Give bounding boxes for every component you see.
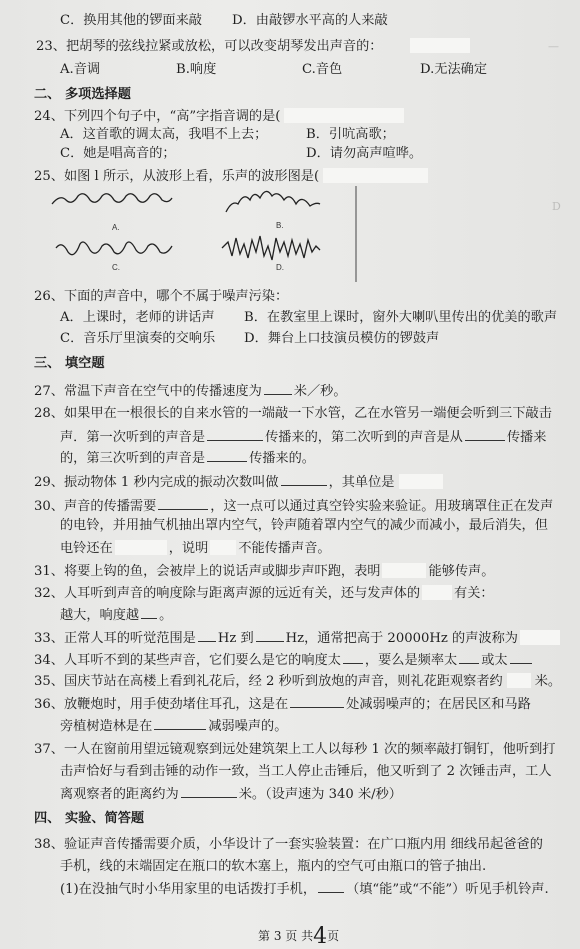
q27: 27、常温下声音在空气中的传播速度为 米／秒。 [34, 384, 347, 399]
q32-line1: 32、人耳听到声音的响度除与距离声源的远近有关，还与发声体的 有关： [34, 586, 494, 601]
q37-line3: 离观察者的距离约为 米。（设声速为 340 米/秒） [60, 787, 402, 802]
q24-option-c: C．她是唱高音的； [60, 146, 176, 161]
q26-option-d: D．舞台上口技演员模仿的锣鼓声 [244, 331, 440, 346]
q26-option-a: A．上课时，老师的讲话声 [60, 310, 215, 325]
q24-option-b: B．引吭高歌； [306, 127, 395, 142]
q36-line1: 36、放鞭炮时，用手使劲堵住耳孔，这是在 处减弱噪声的；在居民区和马路 [34, 697, 531, 712]
q30-line3: 电铃还在 ，说明 不能传播声音。 [60, 541, 331, 556]
footer-suffix: 页 [327, 929, 340, 943]
q33: 33、正常人耳的听觉范围是 Hz 到 Hz，通常把高于 20000Hz 的声波称为 [34, 629, 560, 647]
q29: 29、振动物体 1 秒内完成的振动次数叫做 ，其单位是 [34, 473, 443, 491]
q28-line1: 28、如果甲在一根很长的自来水管的一端敲一下水管，乙在水管另一端便会听到三下敲击 [34, 406, 552, 421]
q23-option-c: C.音色 [302, 62, 343, 77]
q26-option-c: C．音乐厅里演奏的交响乐 [60, 331, 216, 346]
q26-stem: 26、下面的声音中，哪个不属于噪声污染： [34, 289, 289, 304]
footer-text: 第 3 页 共 [258, 929, 314, 943]
waveform-d [222, 236, 320, 260]
q37-line2: 击声恰好与看到击锤的动作一致，当工人停止击锤后，他又听到了 2 次锤击声，工人 [60, 764, 552, 779]
q24-option-a: A．这首歌的调太高，我唱不上去； [60, 127, 268, 142]
waveform-a [52, 194, 172, 204]
q24-stem: 24、下列四个句子中，“高”字指音调的是( [34, 108, 404, 125]
waveform-figure [40, 186, 380, 282]
q26-option-b: B．在教室里上课时，窗外大喇叭里传出的优美的歌声 [244, 310, 558, 325]
q22-option-d: D．由敲锣水平高的人来敲 [232, 13, 388, 28]
q38-line2: 手机，线的末端固定在瓶口的软木塞上，瓶内的空气可由瓶口的管子抽出. [60, 859, 487, 874]
label-d: D. [276, 263, 284, 272]
q31: 31、将要上钩的鱼，会被岸上的说话声或脚步声吓跑，表明 能够传声。 [34, 564, 495, 579]
q37-line1: 37、一人在窗前用望远镜观察到远处建筑架上工人以每秒 1 次的频率敲打铜钉，他听到打 [34, 742, 556, 757]
section-heading-multi-choice: 二、 多项选择题 [34, 87, 131, 102]
q22-option-c: C．换用其他的锣面来敲 [60, 13, 202, 28]
section-heading-fill-blank: 三、 填空题 [34, 356, 105, 371]
q28-line2: 声．第一次听到的声音是 传播来的，第二次听到的声音是从 传播来 [60, 430, 547, 445]
q28-line3: 的，第三次听到的声音是 传播来的。 [60, 451, 315, 466]
bleed-through-mark: D [552, 200, 561, 213]
q30-line2: 的电铃，并用抽气机抽出罩内空气，铃声随着罩内空气的减少而减小，最后消失，但 [60, 518, 548, 533]
label-c: C. [112, 263, 120, 272]
q23-option-b: B.响度 [176, 62, 217, 77]
footer-page-total: 4 [313, 924, 328, 949]
q34: 34、人耳听不到的某些声音，它们要么是它的响度太 ，要么是频率太 或太 [34, 651, 534, 669]
page-footer [258, 924, 339, 949]
q25-stem: 25、如图 l 所示，从波形上看，乐声的波形图是( [34, 168, 428, 185]
q38-line1: 38、验证声音传播需要介质，小华设计了一套实验装置：在广口瓶内用 细线吊起爸爸的 [34, 837, 543, 852]
label-a: A. [112, 223, 120, 232]
q23-option-d: D.无法确定 [420, 62, 488, 77]
waveform-b [226, 191, 320, 212]
bleed-through-mark: — [548, 40, 559, 53]
q35: 35、国庆节站在高楼上看到礼花后，经 2 秒听到放炮的声音，则礼花距观察者约 米。 [34, 674, 562, 689]
q23-option-a: A.音调 [60, 62, 101, 77]
q30-line1: 30、声音的传播需要 ，这一点可以通过真空铃实验来验证。用玻璃罩住正在发声 [34, 499, 554, 514]
q38-part1: (1)在没抽气时小华用家里的电话拨打手机， （填“能”或“不能”）听见手机铃声. [60, 882, 549, 897]
q23-stem: 23、把胡琴的弦线拉紧或放松，可以改变胡琴发出声音的： [36, 38, 470, 55]
waveform-c [56, 242, 172, 255]
q24-option-d: D．请勿高声喧哗。 [306, 146, 423, 161]
section-heading-experiment: 四、 实验、简答题 [34, 811, 145, 826]
q36-line2: 旁植树造林是在 减弱噪声的。 [60, 719, 288, 734]
label-b: B. [276, 221, 284, 230]
q32-line2: 越大，响度越 。 [60, 608, 173, 623]
